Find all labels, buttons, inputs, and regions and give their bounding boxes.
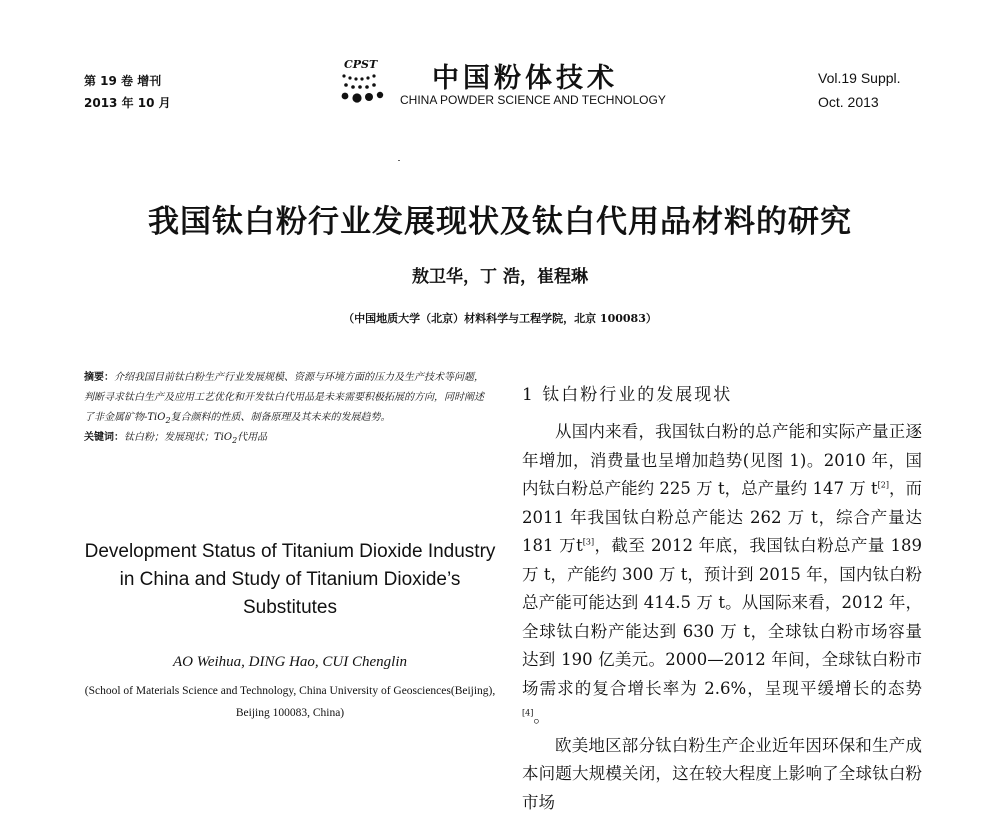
keywords-text-2: 代用品 bbox=[237, 432, 267, 443]
authors-cn: 敖卫华，丁 浩，崔程琳 bbox=[0, 262, 1000, 287]
authors-en: AO Weihua, DING Hao, CUI Chenglin bbox=[84, 654, 496, 671]
volume-en: Vol.19 Suppl. bbox=[818, 66, 901, 90]
abstract-block bbox=[84, 368, 490, 448]
citation-4: [4] bbox=[522, 709, 533, 718]
affiliation-en: (School of Materials Science and Technology, China University of Geosciences(Beijing), Beijing 100083, China) bbox=[84, 680, 496, 724]
abstract-sub: 2 bbox=[165, 416, 170, 425]
p1-part-a: 从国内来看，我国钛白粉的总产能和实际产量正逐年增加，消费量也呈增加趋势(见图 1)。2010 年，国内钛白粉总产能约 225 万 t，总产量约 147 万 t bbox=[522, 422, 922, 498]
paragraph-1 bbox=[522, 418, 922, 732]
journal-name-cn: 中国粉体技术 bbox=[432, 56, 618, 95]
logo-dots-icon bbox=[342, 74, 384, 102]
p1-part-b: ，而 2011 年我国钛白粉总产能达 262 万 t，综合产量达 181 万t bbox=[522, 479, 922, 555]
p1-part-c: ，截至 2012 年底，我国钛白粉总产量 189 万 t，产能约 300 万 t，预计到 2015 年，国内钛白粉总产能可能达到 414.5 万 t。从国际来看，2012 年，全球钛白粉产能达到 630 万 t，全球钛白粉市场容量达到 190 亿美元。2000—2012 年间，全球钛白粉市场需求的复合增长率为 2.6%，呈现平缓增长的态势 bbox=[522, 536, 922, 698]
journal-name-en: CHINA POWDER SCIENCE AND TECHNOLOGY bbox=[400, 93, 666, 107]
p1-part-d: 。 bbox=[533, 707, 550, 726]
keywords-text: 钛白粉；发展现状；TiO bbox=[124, 432, 232, 443]
section-heading: 1 钛白粉行业的发展现状 bbox=[522, 380, 732, 405]
keywords-sub: 2 bbox=[232, 436, 237, 445]
abstract-label: 摘要： bbox=[84, 372, 114, 383]
volume-info-cn bbox=[84, 70, 171, 114]
section-body bbox=[522, 418, 922, 817]
abstract-text-2: 复合颜料的性质、制备原理及其未来的发展趋势。 bbox=[171, 412, 391, 423]
keywords-label: 关键词： bbox=[84, 432, 124, 443]
keywords bbox=[84, 428, 490, 448]
citation-2: [2] bbox=[878, 481, 889, 490]
citation-3: [3] bbox=[583, 538, 594, 547]
logo-text: CPST bbox=[344, 58, 378, 71]
date-en: Oct. 2013 bbox=[818, 90, 901, 114]
paragraph-2: 欧美地区部分钛白粉生产企业近年因环保和生产成本问题大规模关闭，这在较大程度上影响了全球钛白粉市场 bbox=[522, 732, 922, 817]
abstract bbox=[84, 368, 490, 428]
volume-cn: 第 19 卷 增刊 bbox=[84, 70, 171, 92]
affiliation-cn: （中国地质大学（北京）材料科学与工程学院，北京 100083） bbox=[0, 310, 1000, 326]
date-cn: 2013 年 10 月 bbox=[84, 92, 171, 114]
abstract-text: 介绍我国目前钛白粉生产行业发展规模、资源与环境方面的压力及生产技术等问题，判断寻求钛白生产及应用工艺优化和开发钛白代用品是未来需要积极拓展的方向，同时阐述了非金属矿物-TiO bbox=[84, 372, 484, 423]
article-title-en: Development Status of Titanium Dioxide Industry in China and Study of Titanium Dioxide’s Substitutes bbox=[84, 538, 496, 622]
volume-info-en bbox=[818, 66, 901, 114]
article-title-cn: 我国钛白粉行业发展现状及钛白代用品材料的研究 bbox=[0, 196, 1000, 241]
divider-mark bbox=[398, 160, 400, 161]
journal-logo bbox=[336, 52, 396, 108]
